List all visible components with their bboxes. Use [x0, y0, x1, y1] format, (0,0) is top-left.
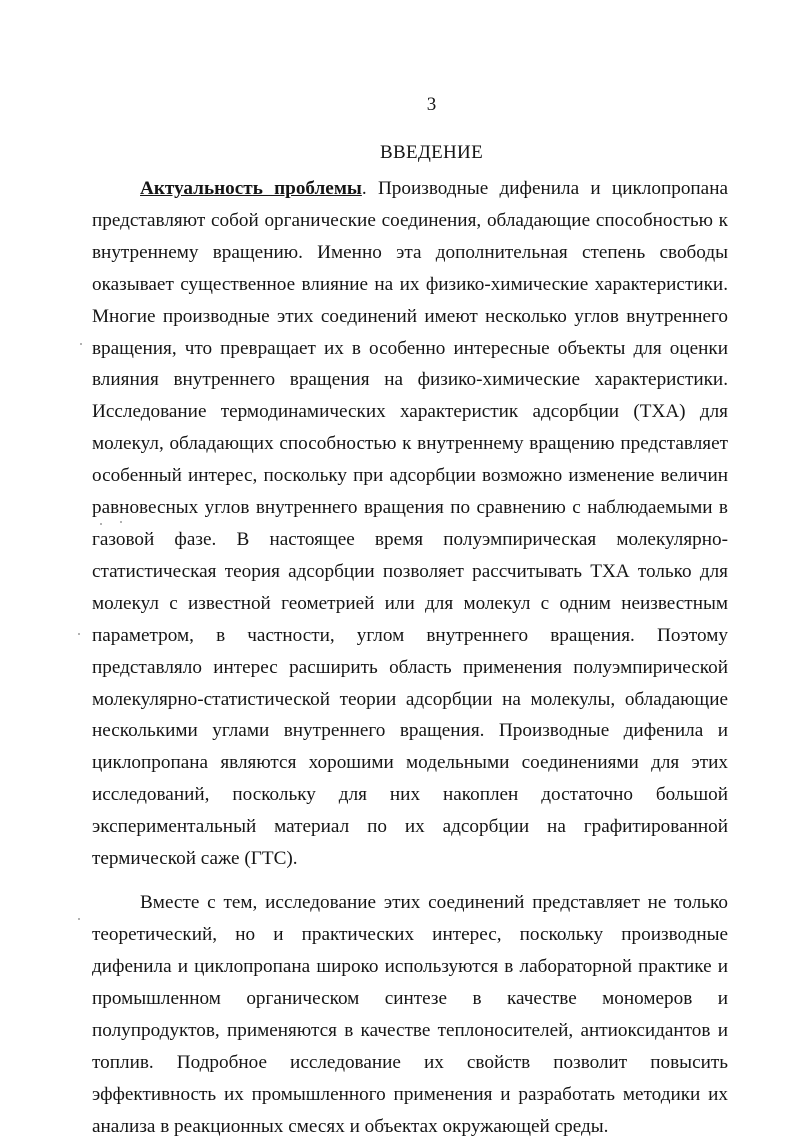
paragraph-lead-term: Актуальность проблемы [140, 178, 362, 199]
scan-speck [120, 521, 122, 523]
section-heading: ВВЕДЕНИЕ [380, 142, 483, 163]
scan-speck [78, 633, 80, 635]
scan-speck [100, 523, 102, 525]
scan-speck [80, 343, 82, 345]
body-text [92, 173, 728, 1143]
scan-speck [78, 918, 80, 920]
paragraph-practical-text: Вместе с тем, исследование этих соединений представляет не только теоретический, но и практических интерес, поскольку производные дифенила и циклопропана широко используются в лабораторной практике и промышленном органическом синтезе в качестве мономеров и полупродуктов, применяются в качестве теплоносителей, антиоксидантов и топлив. Подробное исследование их свойств позволит повысить эффективность их промышленного применения и разработать методики их анализа в реакционных смесях и объектах окружающей среды. [92, 892, 728, 1137]
paragraph-relevance-text: . Производные дифенила и циклопропана представляют собой органические соединения, обладающие способностью к внутреннему вращению. Именно эта дополнительная степень свободы оказывает существенное влияние на их физико-химические характеристики. Многие производные этих соединений имеют несколько углов внутреннего вращения, что превращает их в особенно интересные объекты для оценки влияния внутреннего вращения на физико-химические характеристики. Исследование термодинамических характеристик адсорбции (ТХА) для молекул, обладающих способностью к внутреннему вращению представляет особенный интерес, поскольку при адсорбции возможно изменение величин равновесных углов внутреннего вращения по сравнению с наблюдаемыми в газовой фазе. В настоящее время полуэмпирическая молекулярно-статистическая теория адсорбции позволяет рассчитывать ТХА только для молекул с известной геометрией или для молекул с одним неизвестным параметром, в частности, углом внутреннего вращения. Поэтому представляло интерес расширить область применения полуэмпирической молекулярно-статистической теории адсорбции на молекулы, обладающие несколькими углами внутреннего вращения. Производные дифенила и циклопропана являются хорошими модельными соединениями для этих исследований, поскольку для них накоплен достаточно большой экспериментальный материал по их адсорбции на графитированной термической саже (ГТС). [92, 178, 728, 870]
page-number: 3 [426, 94, 437, 115]
paragraph-relevance [92, 173, 728, 875]
paragraph-practical [92, 887, 728, 1142]
